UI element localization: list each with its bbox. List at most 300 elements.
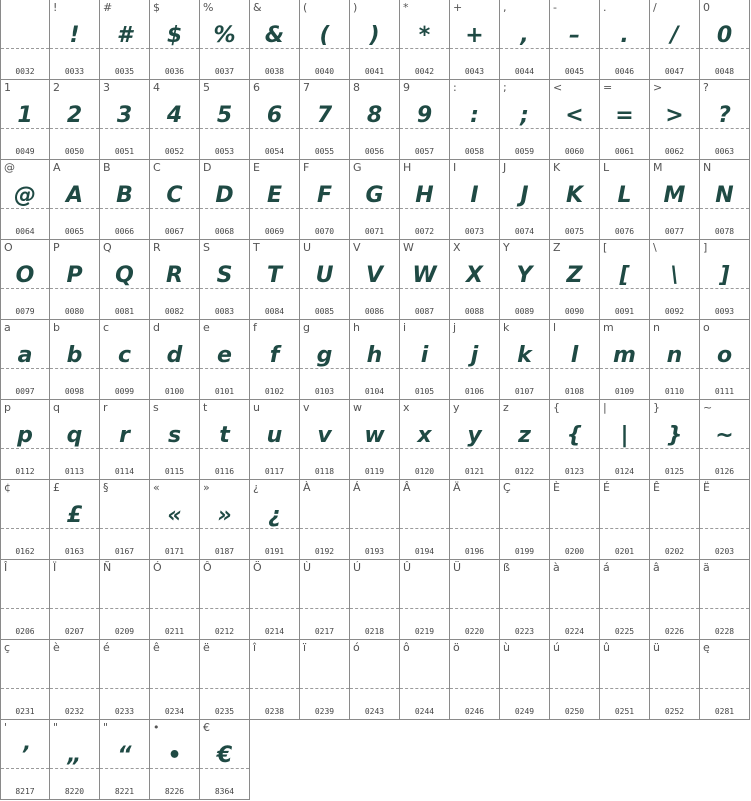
glyph-cell (450, 80, 500, 160)
glyph-cell (300, 320, 350, 400)
handwritten-glyph: » (217, 503, 232, 528)
reference-character: O (4, 241, 13, 254)
glyph-cell (450, 400, 500, 480)
handwritten-glyph: W (412, 263, 437, 288)
handwritten-glyph: m (613, 343, 636, 368)
glyph-cell (500, 400, 550, 480)
glyph-cell (250, 240, 300, 320)
character-code: 0057 (414, 147, 435, 156)
baseline-divider (550, 688, 599, 689)
character-code: 0201 (614, 547, 635, 556)
handwritten-glyph: 6 (266, 103, 283, 128)
baseline-divider (250, 608, 299, 609)
handwritten-glyph: n (666, 343, 683, 368)
glyph-cell (550, 640, 600, 720)
character-code: 0251 (614, 707, 635, 716)
reference-character: X (453, 241, 461, 254)
handwritten-glyph: ( (319, 23, 330, 48)
handwritten-glyph: t (219, 423, 230, 448)
character-code: 0087 (414, 307, 435, 316)
reference-character: É (603, 481, 610, 494)
reference-character: ù (503, 641, 510, 654)
handwritten-glyph: o (716, 343, 733, 368)
handwritten-glyph: { (566, 423, 583, 448)
baseline-divider (500, 688, 549, 689)
reference-character: ô (403, 641, 410, 654)
character-code: 0044 (514, 67, 535, 76)
reference-character: » (203, 481, 210, 494)
baseline-divider (50, 688, 99, 689)
reference-character: Ä (453, 481, 461, 494)
character-code: 0106 (464, 387, 485, 396)
glyph-cell (350, 480, 400, 560)
reference-character: u (253, 401, 260, 414)
reference-character: g (303, 321, 310, 334)
reference-character: G (353, 161, 362, 174)
glyph-cell (0, 480, 50, 560)
handwritten-glyph: p (17, 423, 33, 448)
baseline-divider (200, 608, 249, 609)
handwritten-glyph: : (470, 103, 479, 128)
baseline-divider (400, 608, 449, 609)
reference-character: l (553, 321, 557, 334)
reference-character: w (353, 401, 362, 414)
reference-character: L (603, 161, 610, 174)
glyph-cell (450, 160, 500, 240)
character-code: 0062 (664, 147, 685, 156)
reference-character: | (603, 401, 607, 414)
glyph-cell (150, 640, 200, 720)
baseline-divider (1, 608, 49, 609)
character-code: 0120 (414, 467, 435, 476)
reference-character: ' (4, 721, 8, 734)
character-code: 0119 (364, 467, 385, 476)
baseline-divider (100, 688, 149, 689)
reference-character: Á (353, 481, 361, 494)
glyph-cell (550, 160, 600, 240)
glyph-cell (700, 480, 750, 560)
handwritten-glyph: h (366, 343, 383, 368)
character-code: 0228 (714, 627, 735, 636)
glyph-cell (400, 240, 450, 320)
glyph-cell (50, 480, 100, 560)
character-code: 8364 (214, 787, 235, 796)
handwritten-glyph: “ (117, 743, 132, 768)
character-code: 0088 (464, 307, 485, 316)
reference-character: m (603, 321, 614, 334)
character-code: 0099 (114, 387, 135, 396)
character-code: 0037 (214, 67, 235, 76)
reference-character: û (603, 641, 610, 654)
glyph-cell (50, 560, 100, 640)
handwritten-glyph: * (418, 23, 431, 48)
glyph-cell (250, 480, 300, 560)
handwritten-glyph: R (166, 263, 183, 288)
character-code: 0060 (564, 147, 585, 156)
glyph-cell (200, 0, 250, 80)
reference-character: 3 (103, 81, 110, 94)
character-code: 0074 (514, 227, 535, 236)
glyph-cell (500, 560, 550, 640)
character-code: 0217 (314, 627, 335, 636)
character-code: 0085 (314, 307, 335, 316)
character-code: 0081 (114, 307, 135, 316)
reference-character: [ (603, 241, 608, 254)
handwritten-glyph: , (520, 23, 529, 48)
reference-character: ï (303, 641, 307, 654)
glyph-cell (50, 720, 100, 800)
character-code: 0199 (514, 547, 535, 556)
handwritten-glyph: 7 (316, 103, 333, 128)
character-code: 0053 (214, 147, 235, 156)
character-code: 0113 (64, 467, 85, 476)
glyph-cell (200, 160, 250, 240)
glyph-cell (350, 560, 400, 640)
reference-character: Z (553, 241, 561, 254)
glyph-cell (500, 160, 550, 240)
handwritten-glyph: G (365, 183, 384, 208)
glyph-cell (500, 80, 550, 160)
handwritten-glyph: # (116, 23, 133, 48)
glyph-cell (450, 320, 500, 400)
character-code: 0058 (464, 147, 485, 156)
handwritten-glyph: 2 (66, 103, 83, 128)
baseline-divider (700, 688, 749, 689)
reference-character: À (303, 481, 311, 494)
character-code: 0105 (414, 387, 435, 396)
baseline-divider (700, 528, 749, 529)
reference-character: é (103, 641, 110, 654)
glyph-cell (600, 0, 650, 80)
glyph-cell (650, 400, 700, 480)
handwritten-glyph: H (415, 183, 434, 208)
reference-character: € (203, 721, 210, 734)
reference-character: B (103, 161, 111, 174)
reference-character: à (553, 561, 560, 574)
glyph-cell (600, 400, 650, 480)
handwritten-glyph: c (117, 343, 132, 368)
character-code: 0083 (214, 307, 235, 316)
baseline-divider (450, 528, 499, 529)
handwritten-glyph: ! (69, 23, 80, 48)
baseline-divider (300, 528, 349, 529)
glyph-cell (300, 0, 350, 80)
handwritten-glyph: 5 (216, 103, 233, 128)
reference-character: + (453, 1, 463, 14)
character-code: 0250 (564, 707, 585, 716)
character-code: 0126 (714, 467, 735, 476)
handwritten-glyph: j (470, 343, 479, 368)
reference-character: b (53, 321, 60, 334)
handwritten-glyph: > (665, 103, 684, 128)
baseline-divider (650, 528, 699, 529)
handwritten-glyph: C (166, 183, 183, 208)
glyph-cell (150, 240, 200, 320)
reference-character: 8 (353, 81, 360, 94)
reference-character: M (653, 161, 663, 174)
reference-character: N (703, 161, 712, 174)
glyph-cell (450, 0, 500, 80)
reference-character: x (403, 401, 410, 414)
reference-character: v (303, 401, 310, 414)
handwritten-glyph: € (216, 743, 233, 768)
reference-character: < (553, 81, 563, 94)
character-code: 0112 (15, 467, 35, 476)
reference-character: ü (653, 641, 660, 654)
reference-character: 9 (403, 81, 410, 94)
handwritten-glyph: d (166, 343, 183, 368)
handwritten-glyph: r (119, 423, 130, 448)
glyph-cell (0, 160, 50, 240)
glyph-cell (0, 80, 50, 160)
reference-character: £ (53, 481, 60, 494)
character-code: 0114 (114, 467, 135, 476)
baseline-divider (700, 608, 749, 609)
character-code: 0073 (464, 227, 485, 236)
character-code: 0211 (164, 627, 185, 636)
character-code: 0066 (114, 227, 135, 236)
glyph-cell (150, 480, 200, 560)
character-code: 0098 (64, 387, 85, 396)
handwritten-glyph: A (65, 183, 84, 208)
glyph-cell (250, 160, 300, 240)
character-code: 0092 (664, 307, 685, 316)
glyph-cell (500, 240, 550, 320)
character-code: 8217 (15, 787, 35, 796)
character-code: 0042 (414, 67, 435, 76)
glyph-cell (0, 240, 50, 320)
glyph-cell (250, 400, 300, 480)
glyph-cell (550, 240, 600, 320)
character-code: 0068 (214, 227, 235, 236)
glyph-cell (100, 240, 150, 320)
reference-character: D (203, 161, 212, 174)
baseline-divider (550, 608, 599, 609)
reference-character: è (53, 641, 60, 654)
character-code: 0107 (514, 387, 535, 396)
handwritten-glyph: V (365, 263, 384, 288)
glyph-cell (550, 480, 600, 560)
handwritten-glyph: 9 (416, 103, 433, 128)
glyph-cell (500, 480, 550, 560)
character-code: 0108 (564, 387, 585, 396)
handwritten-glyph: ~ (715, 423, 734, 448)
reference-character: V (353, 241, 361, 254)
character-code: 8226 (164, 787, 185, 796)
glyph-cell (350, 80, 400, 160)
handwritten-glyph: x (417, 423, 432, 448)
reference-character: p (4, 401, 11, 414)
glyph-cell (300, 160, 350, 240)
glyph-cell (350, 160, 400, 240)
glyph-cell (400, 640, 450, 720)
glyph-cell (400, 320, 450, 400)
reference-character: ? (703, 81, 709, 94)
reference-character: R (153, 241, 161, 254)
handwritten-glyph: « (167, 503, 182, 528)
character-code: 0101 (214, 387, 235, 396)
character-code: 0200 (564, 547, 585, 556)
reference-character: " (53, 721, 59, 734)
reference-character: Ú (353, 561, 362, 574)
glyph-cell (300, 400, 350, 480)
handwritten-glyph: g (316, 343, 333, 368)
handwritten-glyph: 0 (716, 23, 733, 48)
reference-character: z (503, 401, 509, 414)
reference-character: ~ (703, 401, 713, 414)
reference-character: U (303, 241, 312, 254)
character-code: 0225 (614, 627, 635, 636)
reference-character: ö (453, 641, 460, 654)
glyph-cell (50, 160, 100, 240)
handwritten-glyph: + (465, 23, 484, 48)
glyph-cell (700, 560, 750, 640)
reference-character: 7 (303, 81, 310, 94)
reference-character: î (253, 641, 257, 654)
reference-character: . (603, 1, 607, 14)
glyph-cell (550, 560, 600, 640)
character-code: 0090 (564, 307, 585, 316)
handwritten-glyph: ¿ (268, 503, 281, 528)
glyph-cell (50, 0, 100, 80)
handwritten-glyph: I (470, 183, 479, 208)
character-code: 0207 (64, 627, 85, 636)
handwritten-glyph: a (17, 343, 33, 368)
glyph-cell (250, 320, 300, 400)
glyph-cell (0, 400, 50, 480)
reference-character: ! (53, 1, 58, 14)
character-code: 0187 (214, 547, 235, 556)
glyph-cell (650, 560, 700, 640)
reference-character: 0 (703, 1, 710, 14)
character-code: 0035 (114, 67, 135, 76)
reference-character: P (53, 241, 60, 254)
handwritten-glyph: T (266, 263, 282, 288)
handwritten-glyph: B (116, 183, 133, 208)
glyph-cell (250, 80, 300, 160)
reference-character: Û (403, 561, 412, 574)
baseline-divider (100, 608, 149, 609)
glyph-cell (100, 720, 150, 800)
glyph-cell (250, 560, 300, 640)
reference-character: W (403, 241, 414, 254)
handwritten-glyph: l (570, 343, 579, 368)
handwritten-glyph: . (620, 23, 629, 48)
glyph-cell (250, 640, 300, 720)
handwritten-glyph: y (467, 423, 482, 448)
glyph-cell (0, 640, 50, 720)
character-code: 0121 (464, 467, 485, 476)
character-code: 0125 (664, 467, 685, 476)
glyph-cell (150, 160, 200, 240)
handwritten-glyph: k (517, 343, 532, 368)
reference-character: 1 (4, 81, 11, 94)
character-code: 0038 (264, 67, 285, 76)
reference-character: ) (353, 1, 358, 14)
glyph-cell (350, 640, 400, 720)
reference-character: j (453, 321, 457, 334)
character-code: 0252 (664, 707, 685, 716)
reference-character: § (103, 481, 109, 494)
reference-character: y (453, 401, 460, 414)
reference-character: ú (553, 641, 560, 654)
handwritten-glyph: 8 (366, 103, 383, 128)
reference-character: F (303, 161, 310, 174)
baseline-divider (150, 608, 199, 609)
character-code: 0115 (164, 467, 185, 476)
reference-character: Ï (53, 561, 57, 574)
baseline-divider (450, 688, 499, 689)
handwritten-glyph: \ (670, 263, 679, 288)
handwritten-glyph: z (518, 423, 531, 448)
handwritten-glyph: 3 (116, 103, 133, 128)
reference-character: Ü (453, 561, 462, 574)
reference-character: * (403, 1, 409, 14)
glyph-cell (50, 640, 100, 720)
glyph-cell (600, 80, 650, 160)
glyph-cell (200, 640, 250, 720)
character-code: 0162 (15, 547, 35, 556)
baseline-divider (350, 608, 399, 609)
glyph-cell (650, 160, 700, 240)
glyph-cell (700, 240, 750, 320)
glyph-cell (550, 0, 600, 80)
baseline-divider (200, 688, 249, 689)
character-code: 0046 (614, 67, 635, 76)
reference-character: T (253, 241, 260, 254)
glyph-cell (450, 240, 500, 320)
reference-character: $ (153, 1, 160, 14)
character-code: 0063 (714, 147, 735, 156)
character-code: 0109 (614, 387, 635, 396)
glyph-cell (100, 480, 150, 560)
reference-character: Â (403, 481, 411, 494)
reference-character: o (703, 321, 710, 334)
glyph-cell (700, 0, 750, 80)
handwritten-glyph: P (66, 263, 83, 288)
reference-character: ç (4, 641, 11, 654)
character-code: 0220 (464, 627, 485, 636)
reference-character: « (153, 481, 160, 494)
character-code: 0223 (514, 627, 535, 636)
glyph-cell (500, 0, 550, 80)
reference-character: ¿ (253, 481, 259, 494)
glyph-cell (50, 240, 100, 320)
glyph-cell (550, 320, 600, 400)
character-code: 0203 (714, 547, 735, 556)
baseline-divider (650, 688, 699, 689)
glyph-cell (350, 320, 400, 400)
reference-character: È (553, 481, 560, 494)
reference-character: @ (4, 161, 15, 174)
handwritten-glyph: M (663, 183, 686, 208)
reference-character: i (403, 321, 407, 334)
character-code: 0082 (164, 307, 185, 316)
character-code: 0124 (614, 467, 635, 476)
handwritten-glyph: U (315, 263, 334, 288)
reference-character: 4 (153, 81, 160, 94)
glyph-cell (0, 0, 50, 80)
character-code: 0040 (314, 67, 335, 76)
reference-character: e (203, 321, 210, 334)
character-code: 0206 (15, 627, 35, 636)
reference-character: q (53, 401, 60, 414)
glyph-cell (200, 560, 250, 640)
reference-character: ó (353, 641, 360, 654)
character-code: 0167 (114, 547, 135, 556)
handwritten-glyph: v (317, 423, 332, 448)
handwritten-glyph: $ (166, 23, 183, 48)
